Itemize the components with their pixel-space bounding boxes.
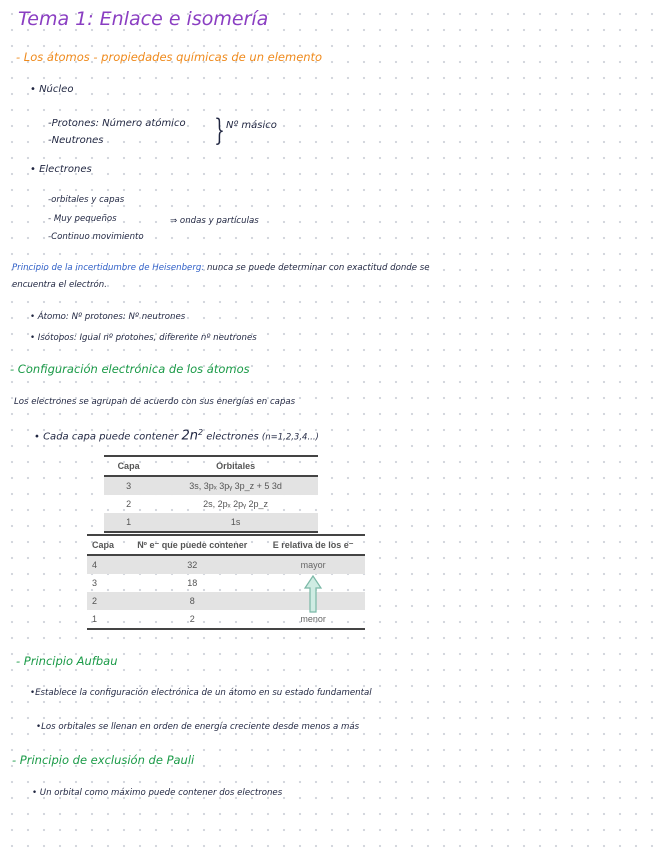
agrupan-text: Los electrones se agrupan de acuerdo con sus energías en capas (14, 397, 296, 407)
table-row (87, 574, 365, 592)
table-cell: 2 (126, 499, 132, 509)
isotopos-item: • Isótopos: Igual nº protones, diferente nº neutrones (30, 333, 257, 343)
section-heading-atomos: - Los átomos - propiedades químicas de un elemento (16, 50, 323, 64)
table-row (104, 513, 318, 532)
aufbau-item-2: •Los orbitales se llenan en orden de energía creciente desde menos a más (36, 722, 360, 732)
orbitales-table (104, 455, 318, 533)
orbitales-table-header (104, 456, 318, 476)
table-cell: 8 (123, 592, 261, 610)
heisenberg-line-1 (12, 263, 430, 273)
table-cell: 1 (87, 610, 123, 629)
heisenberg-title: Principio de la incertidumbre de Heisenberg: (12, 263, 205, 273)
nucleo-bullet: • Núcleo (30, 84, 74, 95)
header-energia: E relativa de los e⁻ (261, 535, 365, 555)
table-row (87, 610, 365, 629)
table-cell: 32 (123, 555, 261, 574)
up-arrow-icon (303, 574, 323, 614)
table-cell: 1 (104, 513, 153, 532)
header-orbitales: Orbitales (153, 456, 318, 476)
atomo-item: • Átomo: Nº protones: Nº neutrones (30, 312, 186, 322)
header-capa: Capa (87, 535, 123, 555)
table-cell: menor (261, 610, 365, 629)
table-row (104, 495, 318, 513)
masico-label: Nº másico (226, 120, 277, 131)
pequenos-item: - Muy pequeños (48, 214, 117, 224)
capa-line (34, 428, 319, 443)
header-capa: Capa (104, 456, 153, 476)
pauli-item-1: • Un orbital como máximo puede contener dos electrones (32, 788, 283, 798)
page-title: Tema 1: Enlace e isomería (18, 8, 269, 30)
table-row (87, 555, 365, 574)
table-row (104, 476, 318, 495)
table-cell: 3 (104, 476, 153, 495)
table-cell: 3s, 3pₓ 3pᵧ 3p_z + 5 3d (153, 476, 318, 495)
electrones-bullet: • Electrones (30, 164, 92, 175)
neutrones-item: -Neutrones (48, 135, 104, 146)
capas-table-header (87, 535, 365, 555)
table-cell: 1s (153, 513, 318, 532)
table-cell: 2 (87, 592, 123, 610)
formula: 2n (181, 428, 198, 444)
section-heading-pauli: - Principio de exclusión de Pauli (12, 753, 195, 767)
table-cell: 4 (87, 555, 123, 574)
table-cell (261, 574, 365, 592)
protones-item: -Protones: Número atómico (48, 118, 186, 129)
heisenberg-line-2: encuentra el electrón. (12, 280, 107, 290)
table-cell: mayor (261, 555, 365, 574)
table-cell: 18 (187, 578, 198, 588)
section-heading-configuracion: - Configuración electrónica de los átomos (10, 362, 250, 376)
ondas-item: ⇒ ondas y partículas (170, 216, 259, 226)
aufbau-item-1: •Establece la configuración electrónica de un átomo en su estado fundamental (30, 688, 372, 698)
movimiento-item: -Continuo movimiento (48, 232, 144, 242)
orbitales-item: -orbitales y capas (48, 195, 125, 205)
heisenberg-text: nunca se puede determinar con exactitud donde se (206, 263, 430, 273)
section-heading-aufbau: - Principio Aufbau (16, 654, 118, 668)
capa-text-2: electrones (206, 431, 259, 443)
capas-table (87, 534, 365, 630)
table-cell: 2s, 2pₓ 2pᵧ 2p_z (203, 499, 269, 509)
formula-sup: 2 (197, 428, 204, 437)
table-row (87, 592, 365, 610)
table-cell: 3 (92, 578, 98, 588)
table-cell: 2 (123, 610, 261, 629)
capa-n: (n=1,2,3,4...) (261, 432, 319, 443)
brace-symbol: } (214, 113, 225, 148)
capa-text: • Cada capa puede contener (34, 431, 179, 443)
header-electrones: Nº e⁻ que puede contener (123, 535, 261, 555)
